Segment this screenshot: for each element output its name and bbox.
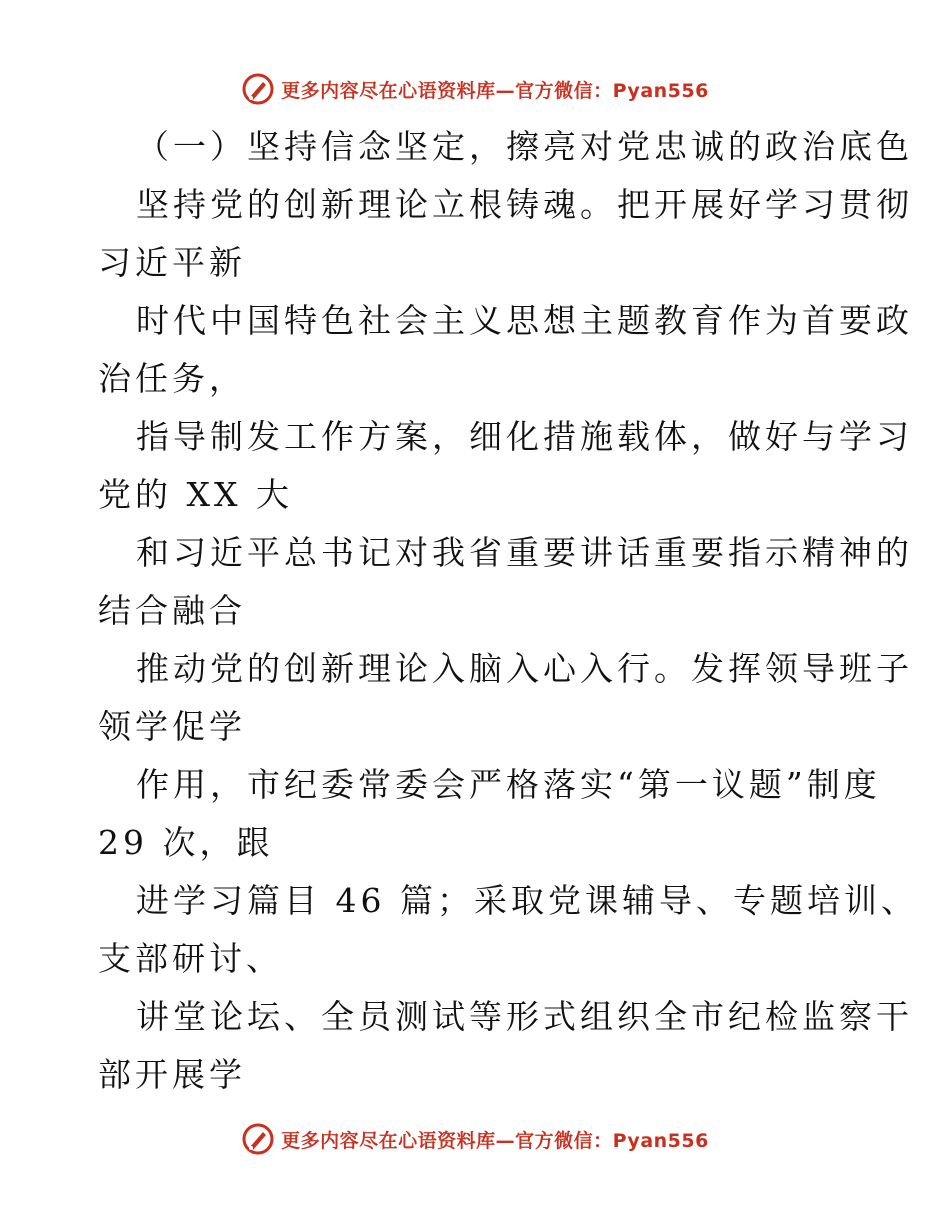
paragraph-line: 坚持党的创新理论立根铸魂。把开展好学习贯彻 — [136, 185, 913, 224]
paragraph-line: 部开展学 — [98, 1055, 246, 1094]
paragraph-line: 进学习篇目 46 篇；采取党课辅导、专题培训、 — [136, 881, 918, 920]
paragraph-line: 治任务， — [98, 359, 246, 398]
paragraph-line: 29 次，跟 — [98, 823, 274, 862]
paragraph-line: 支部研讨、 — [98, 939, 283, 978]
footer-watermark — [0, 1122, 950, 1156]
document-body — [98, 118, 918, 1104]
paragraph-line: 党的 XX 大 — [98, 475, 293, 514]
paragraph-line: 和习近平总书记对我省重要讲话重要指示精神的 — [136, 533, 913, 572]
paragraph-line: 作用，市纪委常委会严格落实“第一议题”制度 — [136, 765, 881, 804]
section-heading: （一）坚持信念坚定，擦亮对党忠诚的政治底色 — [136, 127, 913, 166]
paragraph-line: 指导制发工作方案，细化措施载体，做好与学习 — [136, 417, 913, 456]
paragraph-line: 讲堂论坛、全员测试等形式组织全市纪检监察干 — [136, 997, 913, 1036]
paragraph-line: 推动党的创新理论入脑入心入行。发挥领导班子 — [136, 649, 913, 688]
watermark-text: 更多内容尽在心语资料库—官方微信：Pyan556 — [281, 1129, 709, 1152]
pen-logo-icon — [241, 72, 275, 106]
pen-logo-icon — [241, 1122, 275, 1156]
watermark-text: 更多内容尽在心语资料库—官方微信：Pyan556 — [281, 79, 709, 102]
paragraph-line: 习近平新 — [98, 243, 246, 282]
paragraph-line: 时代中国特色社会主义思想主题教育作为首要政 — [136, 301, 913, 340]
paragraph-line: 结合融合 — [98, 591, 246, 630]
paragraph-line: 领学促学 — [98, 707, 246, 746]
header-watermark — [0, 72, 950, 106]
